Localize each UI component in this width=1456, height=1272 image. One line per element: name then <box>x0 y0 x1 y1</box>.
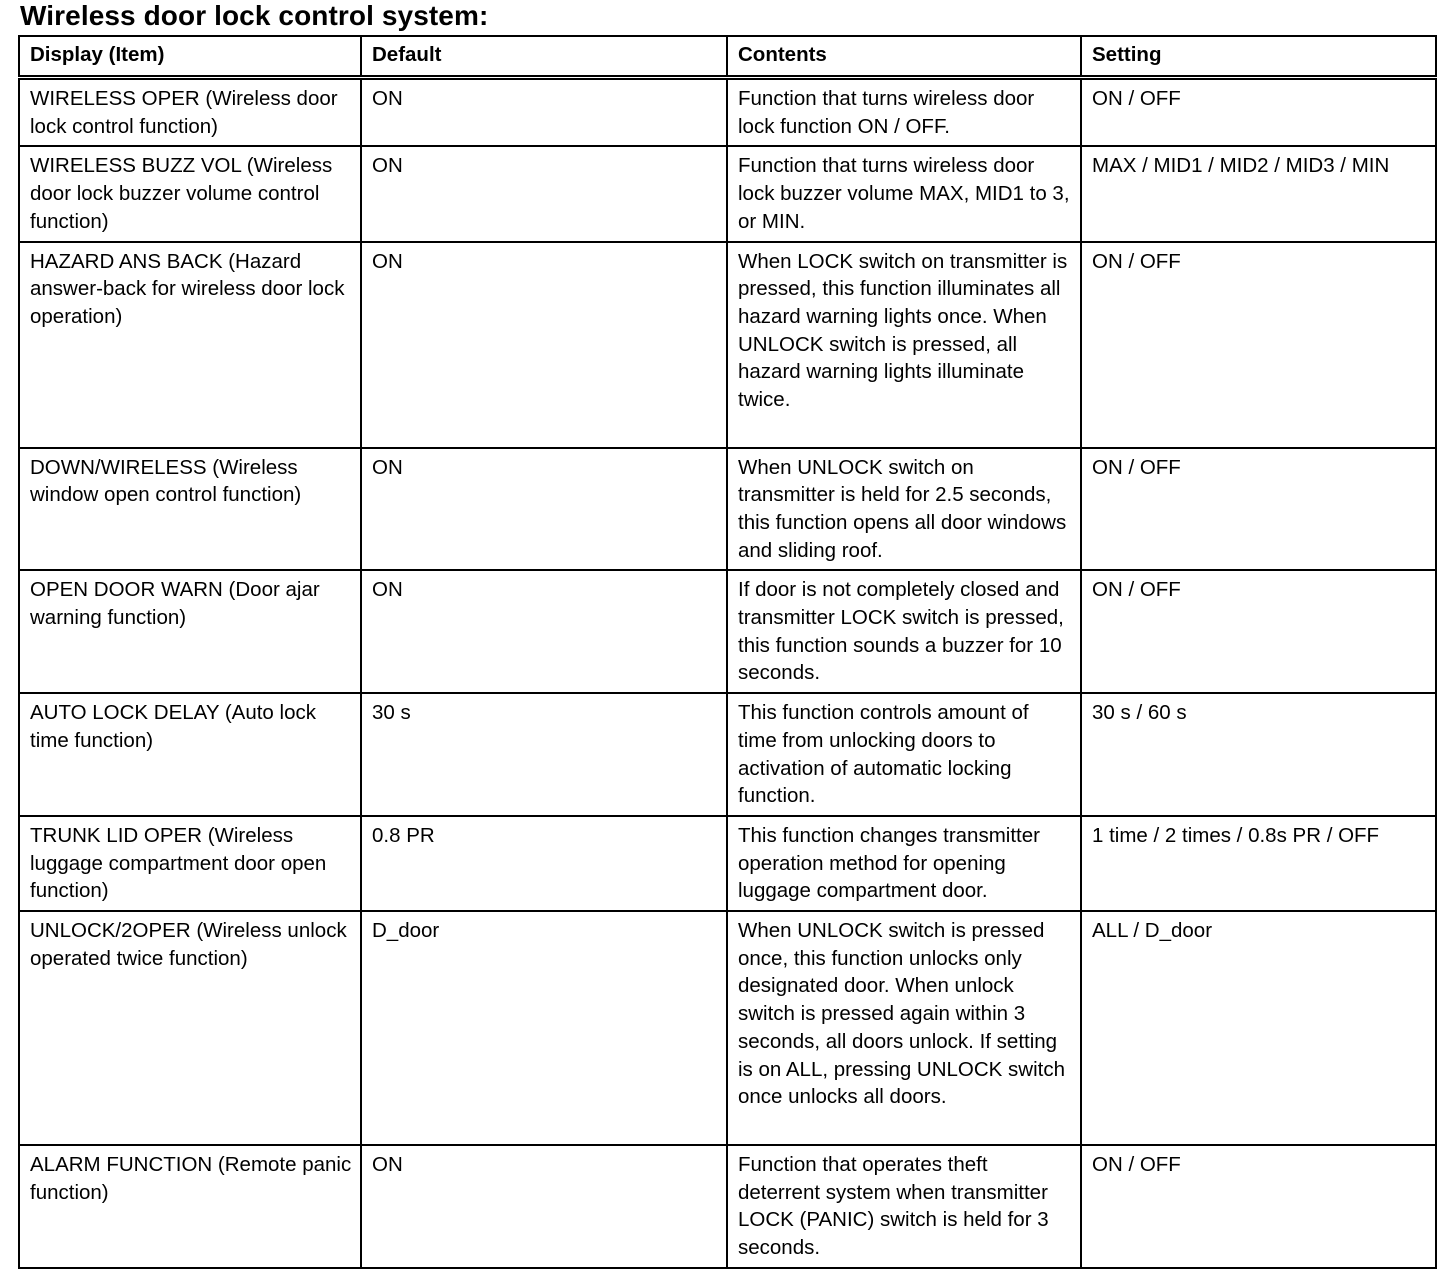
cell-contents: When UNLOCK switch is pressed once, this function unlocks only designated door. When unlock switch is pressed again within 3 seconds, all doors unlock. If setting is on ALL, pressing UNLOCK switch once unlocks all doors. <box>727 911 1081 1145</box>
cell-setting: 1 time / 2 times / 0.8s PR / OFF <box>1081 816 1436 911</box>
settings-table <box>18 35 1437 1269</box>
header-contents: Contents <box>727 36 1081 78</box>
cell-setting: ON / OFF <box>1081 570 1436 693</box>
table-row <box>19 146 1436 241</box>
cell-setting: ON / OFF <box>1081 1145 1436 1268</box>
cell-contents: Function that turns wireless door lock function ON / OFF. <box>727 78 1081 147</box>
cell-item: UNLOCK/2OPER (Wireless unlock operated twice function) <box>19 911 361 1145</box>
cell-setting: ON / OFF <box>1081 78 1436 147</box>
table-body <box>19 78 1436 1268</box>
table-row <box>19 570 1436 693</box>
cell-default: ON <box>361 570 727 693</box>
cell-item: WIRELESS OPER (Wireless door lock control function) <box>19 78 361 147</box>
cell-setting: ON / OFF <box>1081 242 1436 448</box>
cell-item: DOWN/WIRELESS (Wireless window open control function) <box>19 448 361 571</box>
cell-default: ON <box>361 448 727 571</box>
cell-contents: If door is not completely closed and transmitter LOCK switch is pressed, this function sounds a buzzer for 10 seconds. <box>727 570 1081 693</box>
cell-item: TRUNK LID OPER (Wireless luggage compartment door open function) <box>19 816 361 911</box>
cell-contents: Function that operates theft deterrent system when transmitter LOCK (PANIC) switch is held for 3 seconds. <box>727 1145 1081 1268</box>
cell-default: ON <box>361 146 727 241</box>
cell-setting: ALL / D_door <box>1081 911 1436 1145</box>
cell-setting: MAX / MID1 / MID2 / MID3 / MIN <box>1081 146 1436 241</box>
cell-setting: ON / OFF <box>1081 448 1436 571</box>
header-setting: Setting <box>1081 36 1436 78</box>
table-row <box>19 816 1436 911</box>
cell-contents: This function changes transmitter operation method for opening luggage compartment door. <box>727 816 1081 911</box>
cell-item: ALARM FUNCTION (Remote panic function) <box>19 1145 361 1268</box>
table-row <box>19 1145 1436 1268</box>
header-row <box>19 36 1436 78</box>
table-row <box>19 693 1436 816</box>
cell-default: ON <box>361 242 727 448</box>
cell-contents: This function controls amount of time from unlocking doors to activation of automatic locking function. <box>727 693 1081 816</box>
cell-item: AUTO LOCK DELAY (Auto lock time function) <box>19 693 361 816</box>
cell-item: HAZARD ANS BACK (Hazard answer-back for wireless door lock operation) <box>19 242 361 448</box>
table-header <box>19 36 1436 78</box>
cell-default: ON <box>361 1145 727 1268</box>
table-row <box>19 911 1436 1145</box>
header-default: Default <box>361 36 727 78</box>
cell-item: OPEN DOOR WARN (Door ajar warning function) <box>19 570 361 693</box>
cell-default: 0.8 PR <box>361 816 727 911</box>
header-display-item: Display (Item) <box>19 36 361 78</box>
cell-default: D_door <box>361 911 727 1145</box>
cell-setting: 30 s / 60 s <box>1081 693 1436 816</box>
table-row <box>19 78 1436 147</box>
table-row <box>19 448 1436 571</box>
cell-contents: Function that turns wireless door lock buzzer volume MAX, MID1 to 3, or MIN. <box>727 146 1081 241</box>
cell-contents: When UNLOCK switch on transmitter is held for 2.5 seconds, this function opens all door windows and sliding roof. <box>727 448 1081 571</box>
cell-item: WIRELESS BUZZ VOL (Wireless door lock buzzer volume control function) <box>19 146 361 241</box>
cell-default: 30 s <box>361 693 727 816</box>
table-row <box>19 242 1436 448</box>
cell-contents: When LOCK switch on transmitter is pressed, this function illuminates all hazard warning lights once. When UNLOCK switch is pressed, all hazard warning lights illuminate twice. <box>727 242 1081 448</box>
page-title: Wireless door lock control system: <box>20 0 489 31</box>
cell-default: ON <box>361 78 727 147</box>
